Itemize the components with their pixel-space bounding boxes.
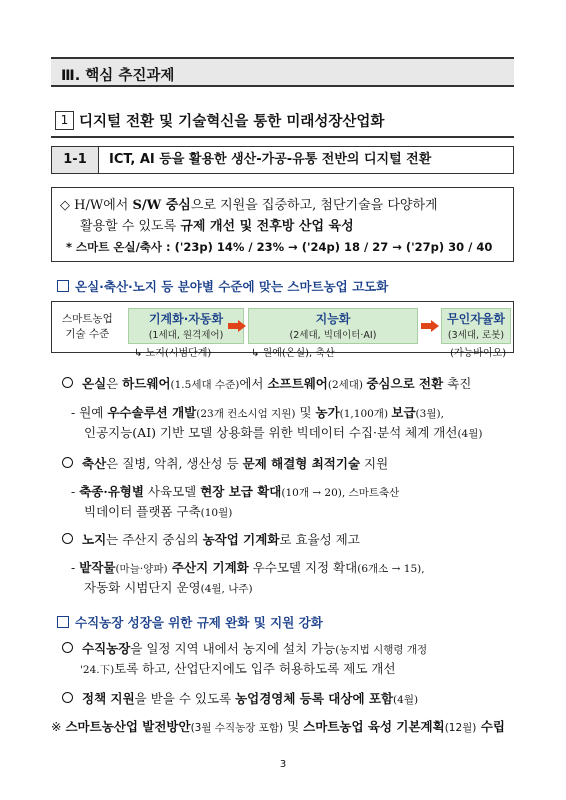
text: (23개 컨소시엄 지원) [196,408,296,420]
text: (농지법 시행령 개정 [335,644,428,656]
stage-name: 기계화·자동화 [148,312,224,326]
text: 밭작물 [79,560,116,575]
page-number: 3 [279,759,287,770]
text: (1.5세대 수준) [170,379,240,391]
para-livestock [62,455,388,473]
level-label-line-2: 기술 수준 [65,328,110,340]
para-greenhouse-sub-line2 [84,424,482,443]
text: 지원 [360,456,389,471]
reference-note [51,718,505,737]
subheading-text: 수직농장 성장을 위한 규제 완화 및 지원 강화 [75,615,323,630]
summary-text: 활용할 수 있도록 [80,219,181,234]
text: 하드웨어 [122,376,171,391]
text: 주산지 기계화 [167,560,249,575]
diagram-level-label [62,312,113,342]
para-open-field [62,531,360,549]
summary-box [51,187,514,262]
summary-footnote: * 스마트 온실/축사 : ('23p) 14% / 23% → ('24p) 18 / 27 → ('27p) 30 / 40 [66,240,493,254]
text: (3월), [415,408,444,420]
text: (2세대) [327,379,367,391]
text: 우수모델 지정 확대 [248,560,358,575]
text: 농업경영체 등록 대상에 포함 [235,691,394,706]
square-bullet-icon [57,616,69,628]
para-open-field-sub-line2 [84,579,253,598]
text: 농가 [315,405,340,420]
text: 정책 지원 [82,691,135,706]
circle-bullet-icon [62,692,73,703]
text: 중심으로 전환 [366,376,444,391]
text: (12월) [444,722,477,734]
summary-emphasis: 규제 개선 및 전후방 산업 육성 [180,219,354,234]
summary-emphasis: S/W 중심 [132,198,191,213]
circle-bullet-icon [62,642,73,653]
subheading-text: 온실·축산·노지 등 분야별 수준에 맞는 스마트농업 고도화 [75,279,389,294]
para-open-field-sub [71,559,425,578]
subheading-vertical-farm [57,613,323,631]
text: (1,100개) [339,408,392,420]
text: 노지 [82,532,107,547]
stage-name: 지능화 [315,312,351,326]
text: (4월) [393,694,419,706]
text: 보급 [391,405,416,420]
text: 사육모델 [143,484,201,499]
text: '24.下) [80,664,115,676]
text: 현장 보급 확대 [200,484,282,499]
stage-desc: (2세대, 빅데이터·AI) [289,330,377,341]
para-livestock-sub-line2 [84,503,232,522]
summary-line-1 [60,194,438,213]
summary-text: 으로 지원을 집중하고, 첨단기술을 다양하게 [190,198,438,213]
stage-desc: (3세대, 로봇) [447,330,505,341]
item-title: 디지털 전환 및 기술혁신을 통한 미래성장산업화 [79,114,385,130]
dash-bullet: - [71,484,76,499]
square-bullet-icon [57,280,69,292]
text: 을 받을 수 있도록 [134,691,236,706]
circle-bullet-icon [62,457,73,468]
text: 촉진 [443,376,472,391]
item-number: 1 [55,111,74,130]
text: 로 효율성 제고 [279,532,360,547]
para-greenhouse-sub [71,404,444,423]
text: 스마트농산업 발전방안 [65,719,191,734]
text: 축종·유형별 [79,484,144,499]
stage-name: 무인자율화 [447,312,505,326]
text: 우수솔루션 개발 [107,405,197,420]
text: 은 질병, 악취, 생산성 등 [106,456,243,471]
circle-bullet-icon [62,377,73,388]
text: 는 주산지 중심의 [106,532,203,547]
text: 을 일정 지역 내에서 농지에 설치 가능 [130,641,336,656]
text: 원예 [79,405,108,420]
text: 빅데이터 플랫폼 구축 [84,504,201,519]
stage-desc: (1세대, 원격제어) [148,330,224,341]
stage-2-note: ↳ 원예(온실), 축산 [251,348,335,359]
summary-line-2 [80,215,354,234]
subheading-smart-farming [57,277,388,295]
note-mark: ※ [51,719,62,734]
text: 토록 하고, 산업단지에도 입주 허용하도록 제도 개선 [114,661,396,676]
stage-1 [128,308,244,344]
text: 에서 [239,376,268,391]
text: (마늘·양파) [115,563,168,575]
dash-bullet: - [71,405,76,420]
text: 스마트농업 육성 기본계획 [303,719,445,734]
stage-3 [441,308,511,344]
para-greenhouse [62,375,471,394]
text: 문제 해결형 최적기술 [242,456,361,471]
text: 수립 [476,719,505,734]
subitem-number: 1-1 [51,146,99,174]
stage-1-note: ↳ 노지(시범단계) [134,348,212,359]
text: 및 [283,719,304,734]
diamond-bullet-icon: ◇ [60,198,70,213]
text: (10개 → 20), 스마트축산 [281,487,400,499]
text: 및 [295,405,316,420]
stage-2 [248,308,418,344]
para-livestock-sub [71,483,399,502]
text: 축산 [82,456,107,471]
text: 농작업 기계화 [202,532,280,547]
item-title-row [51,108,514,138]
subitem-title: ICT, AI 등을 활용한 생산-가공-유통 전반의 디지털 전환 [99,146,514,174]
level-label-line-1: 스마트농업 [62,313,113,325]
text: (10월) [200,507,233,519]
text: 자동화 시범단지 운영 [84,580,201,595]
summary-text: H/W에서 [74,198,133,213]
section-header [51,57,514,87]
text: (4월, 나주) [200,583,253,595]
section-title: Ⅲ. 핵심 추진과제 [61,68,175,84]
para-vertical-farm [62,640,427,659]
text: 온실 [82,376,107,391]
dash-bullet: - [71,560,76,575]
text: (4월) [457,428,483,440]
para-vertical-farm-line2 [80,660,396,679]
text: 인공지능(AI) 기반 모델 상용화를 위한 빅데이터 수집·분석 체계 개선 [84,425,458,440]
circle-bullet-icon [62,533,73,544]
text: 소프트웨어 [267,376,328,391]
para-policy-support [62,690,418,709]
text: 수직농장 [82,641,131,656]
text: (6개소 → 15), [357,563,425,575]
stage-3-note: (가능바이오) [450,348,507,359]
text: 은 [106,376,123,391]
text: (3월 수직농장 포함) [190,722,284,734]
